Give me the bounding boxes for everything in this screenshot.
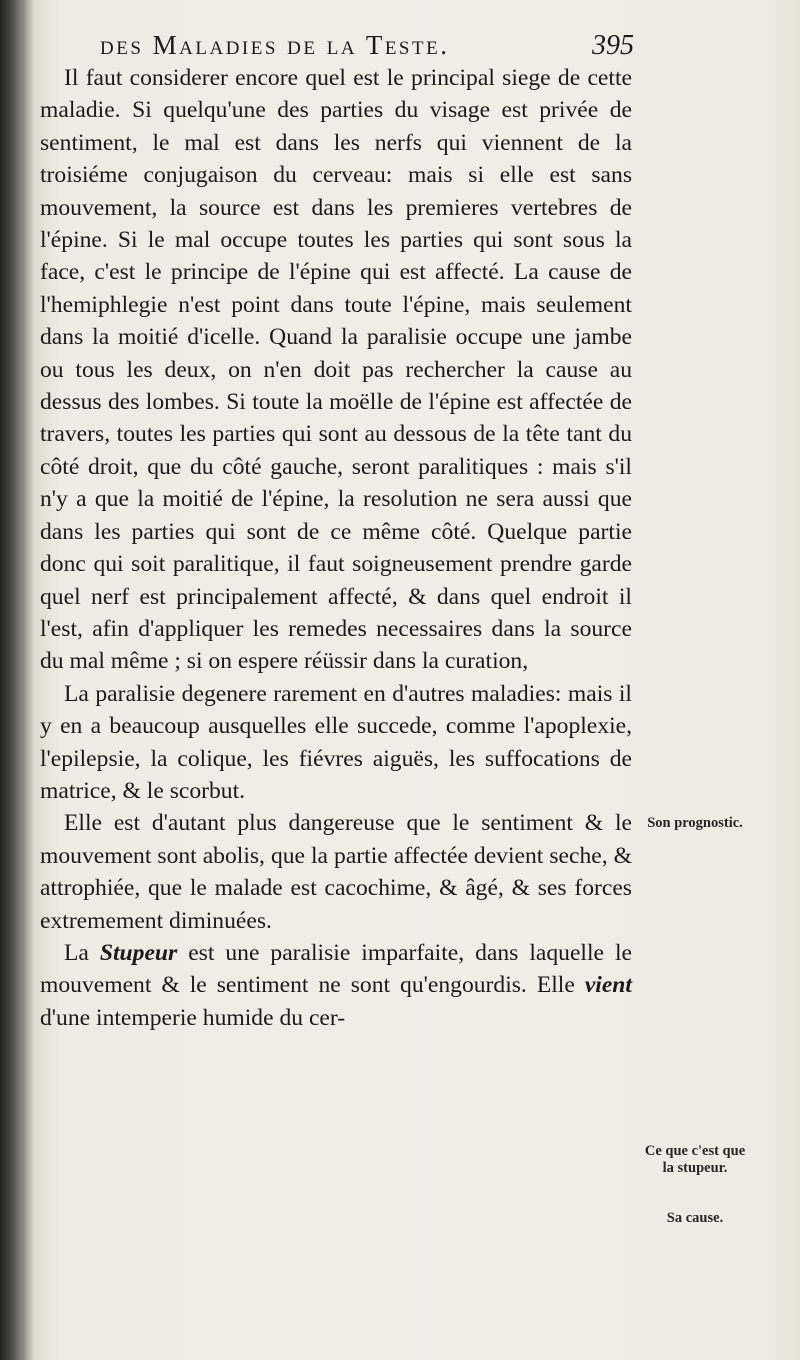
- vient-term: vient: [584, 972, 632, 999]
- paragraph-stupeur: [40, 937, 632, 1034]
- paragraph-prognostic: La paralisie degenere rarement en d'autres maladies: mais il y en a beaucoup ausquelles elle succede, comme l'apoplexie, l'epilepsie, la colique, les fiévres aiguës, les suffocations de matrice, & le scorbut.: [40, 680, 632, 804]
- stupeur-text-2: est une paralisie imparfaite, dans laquelle le mouvement & le sentiment ne sont qu'engourdis. Elle: [40, 939, 632, 999]
- margin-note-prognostic: Son prognostic.: [647, 815, 743, 831]
- margin-note-cause: Sa cause.: [666, 1210, 724, 1226]
- stupeur-term: Stupeur: [99, 939, 178, 966]
- margin-note-stupeur: Ce que c'est que la stupeur.: [644, 1143, 746, 1176]
- paragraph-danger: Elle est d'autant plus dangereuse que le sentiment & le mouvement sont abolis, que la partie affectée devient seche, & attrophiée, que le malade est cacochime, & âgé, & ses forces extremement diminuées.: [40, 810, 632, 934]
- main-text-block: [40, 62, 632, 1034]
- stupeur-text-1: La: [64, 939, 100, 966]
- paragraph-siege: Il faut considerer encore quel est le principal siege de cette maladie. Si quelqu'une des parties du visage est privée de sentiment, le mal est dans les nerfs qui viennent de la troisiéme conjugaison du cerveau: mais si elle est sans mouvement, la source est dans les premieres vertebres de l'épine. Si le mal occupe toutes les parties qui sont sous la face, c'est le principe de l'épine qui est affecté. La cause de l'hemiphlegie n'est point dans toute l'épine, mais seulement dans la moitié d'icelle. Quand la paralisie occupe une jambe ou tous les deux, on n'en doit pas rechercher la cause au dessus des lombes. Si toute la moëlle de l'épine est affectée de travers, toutes les parties qui sont au dessous de la tête tant du côté droit, que du côté gauche, seront paralitiques : mais s'il n'y a que la moitié de l'épine, la resolution ne sera aussi que dans les parties qui sont de ce même côté. Quelque partie donc qui soit paralitique, il faut soigneusement prendre garde quel nerf est principalement affecté, & dans quel endroit il l'est, afin d'appliquer les remedes necessaires dans la source du mal même ; si on espere réüssir dans la curation,: [40, 65, 632, 675]
- running-title: des Maladies de la Teste.: [100, 30, 450, 60]
- page-number: 395: [592, 30, 634, 61]
- stupeur-text-3: d'une intemperie humide du cer-: [40, 1004, 346, 1031]
- binding-gutter: [0, 0, 34, 1360]
